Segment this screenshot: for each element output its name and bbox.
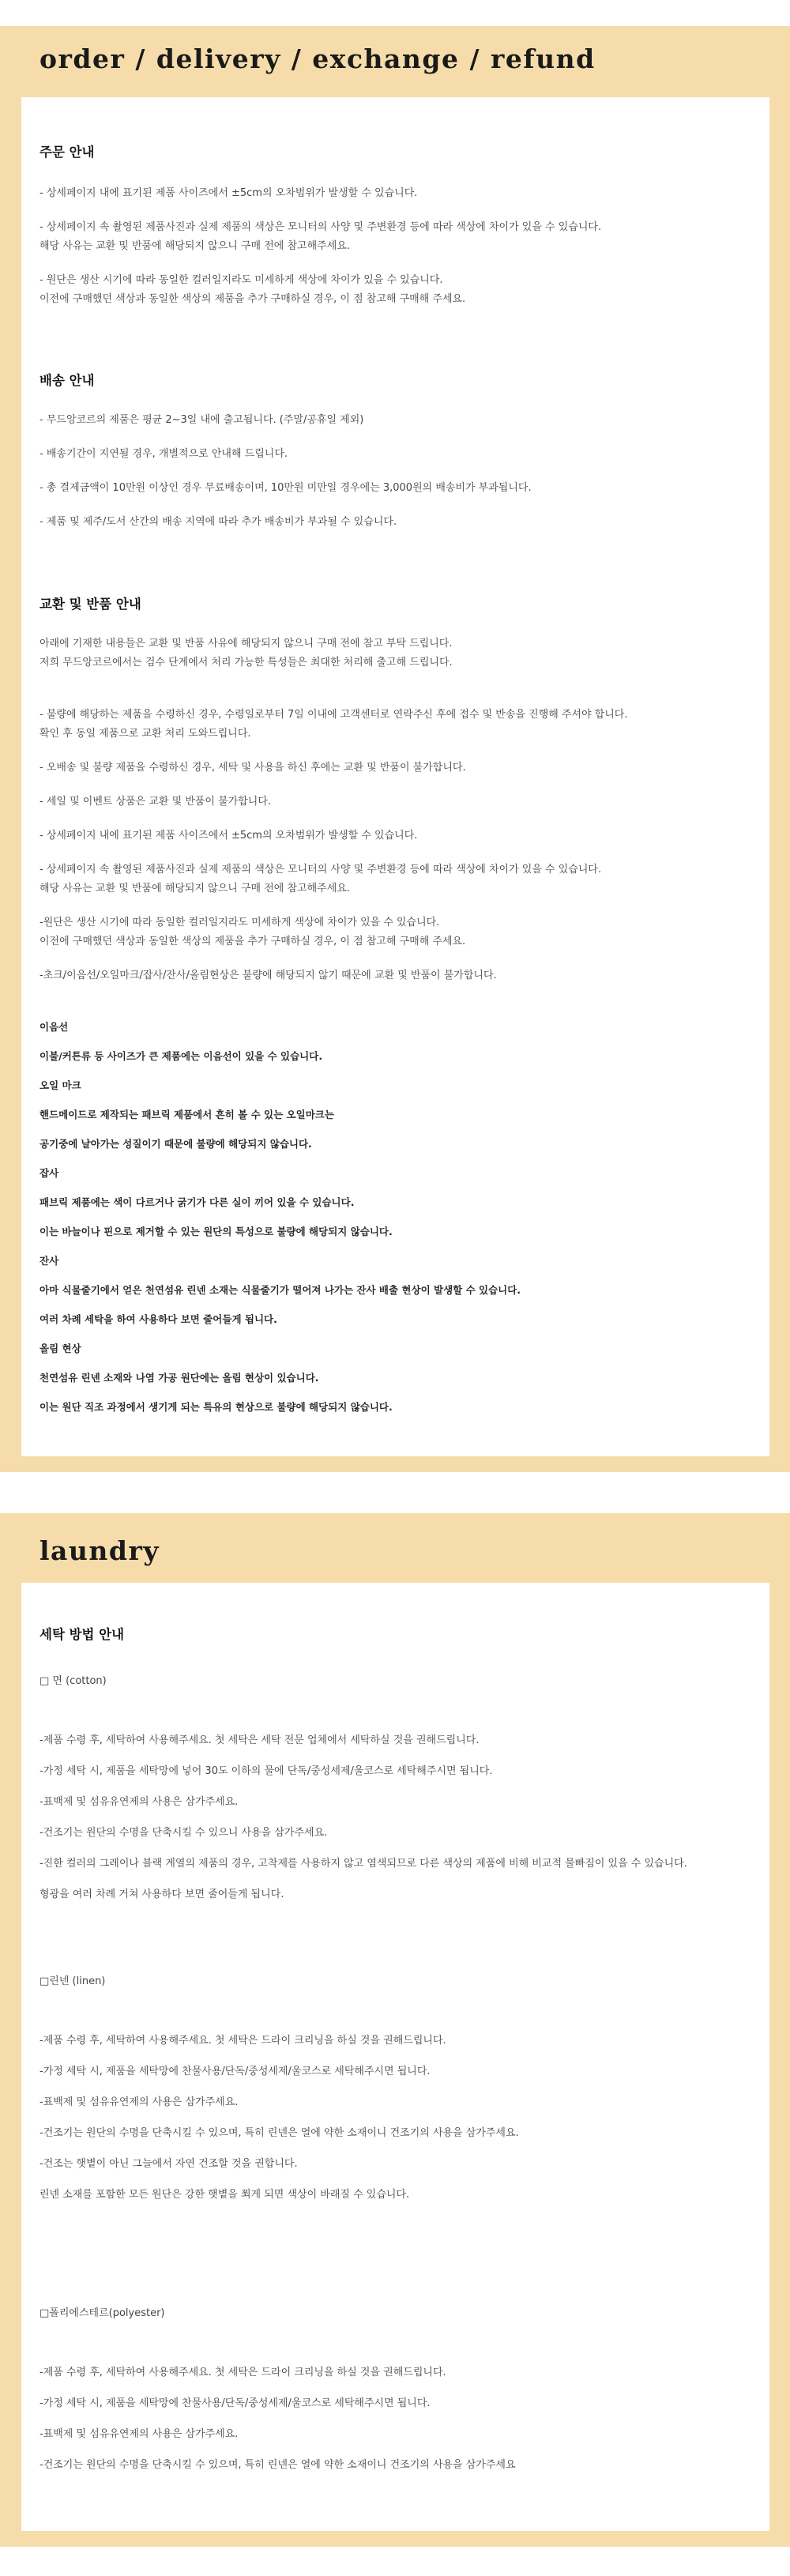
- delivery-info-item: - 제품 및 제주/도서 산간의 배송 지역에 따라 추가 배송비가 부과될 수 있습니다.: [40, 516, 397, 528]
- polyester-item: -제품 수령 후, 세탁하여 사용해주세요. 첫 세탁은 드라이 크리닝을 하실 것을 권해드립니다.: [40, 2367, 446, 2378]
- order-section-title: order / delivery / exchange / refund: [40, 43, 596, 74]
- exchange-info-heading: 교환 및 반품 안내: [40, 597, 141, 612]
- defect-text: 이는 원단 직조 과정에서 생기게 되는 특유의 현상으로 불량에 해당되지 않습니다.: [40, 1401, 393, 1413]
- cotton-item: 형광을 여러 차례 거쳐 사용하다 보면 줄어들게 됩니다.: [40, 1889, 284, 1900]
- polyester-item: -가정 세탁 시, 제품을 세탁망에 찬물사용/단독/중성세제/울코스로 세탁해주시면 됩니다.: [40, 2397, 431, 2409]
- cotton-item: -진한 컬러의 그레이나 블랙 계열의 제품의 경우, 고착제를 사용하지 않고 염색되므로 다른 색상의 제품에 비해 비교적 물빠짐이 있을 수 있습니다.: [40, 1858, 687, 1870]
- defect-heading: 오일 마크: [40, 1079, 81, 1091]
- laundry-heading: 세탁 방법 안내: [40, 1627, 125, 1642]
- delivery-info-item: - 총 결제금액이 10만원 이상인 경우 무료배송이며, 10만원 미만일 경우에는 3,000원의 배송비가 부과됩니다.: [40, 482, 532, 494]
- linen-item: -건조는 햇볕이 아닌 그늘에서 자연 건조할 것을 권합니다.: [40, 2158, 298, 2170]
- order-info-item: - 상세페이지 내에 표기된 제품 사이즈에서 ±5cm의 오차범위가 발생할 수 있습니다.: [40, 187, 418, 199]
- order-info-card: [21, 97, 769, 1456]
- exchange-info-item: 확인 후 동일 제품으로 교환 처리 도와드립니다.: [40, 728, 251, 740]
- defect-heading: 올림 현상: [40, 1343, 81, 1354]
- exchange-info-item: -원단은 생산 시기에 따라 동일한 컬러일지라도 미세하게 색상에 차이가 있을 수 있습니다.: [40, 917, 440, 928]
- cotton-item: -표백제 및 섬유유연제의 사용은 삼가주세요.: [40, 1796, 239, 1808]
- cotton-label: □ 면 (cotton): [40, 1675, 107, 1687]
- defect-heading: 잡사: [40, 1167, 59, 1179]
- order-info-item: 이전에 구매했던 색상과 동일한 색상의 제품을 추가 구매하실 경우, 이 점 참고해 구매해 주세요.: [40, 293, 466, 305]
- laundry-panel: [0, 1513, 790, 2547]
- defect-text: 핸드메이드로 제작되는 패브릭 제품에서 흔히 볼 수 있는 오일마크는: [40, 1109, 334, 1120]
- polyester-label: □폴리에스테르(polyester): [40, 2307, 165, 2319]
- defect-text: 아마 식물줄기에서 얻은 천연섬유 린넨 소재는 식물줄기가 떨어져 나가는 잔사 배출 현상이 발생할 수 있습니다.: [40, 1284, 521, 1296]
- defect-text: 공기중에 날아가는 성질이기 때문에 불량에 해당되지 않습니다.: [40, 1138, 312, 1150]
- order-info-item: 해당 사유는 교환 및 반품에 해당되지 않으니 구매 전에 참고해주세요.: [40, 240, 350, 252]
- linen-item: -가정 세탁 시, 제품을 세탁망에 찬물사용/단독/중성세제/울코스로 세탁해주시면 됩니다.: [40, 2066, 431, 2077]
- linen-item: 린넨 소재를 포함한 모든 원단은 강한 햇볕을 쬐게 되면 색상이 바래질 수 있습니다.: [40, 2189, 410, 2201]
- defect-heading: 잔사: [40, 1255, 59, 1267]
- cotton-item: -가정 세탁 시, 제품을 세탁망에 넣어 30도 이하의 물에 단독/중성세제/울코스로 세탁해주시면 됩니다.: [40, 1765, 493, 1777]
- exchange-info-item: - 상세페이지 속 촬영된 제품사진과 실제 제품의 색상은 모니터의 사양 및 주변환경 등에 따라 색상에 차이가 있을 수 있습니다.: [40, 864, 602, 876]
- linen-item: -표백제 및 섬유유연제의 사용은 삼가주세요.: [40, 2096, 239, 2108]
- order-info-heading: 주문 안내: [40, 145, 95, 160]
- linen-label: □린넨 (linen): [40, 1975, 106, 1987]
- exchange-intro-line: 아래에 기재한 내용들은 교환 및 반품 사유에 해당되지 않으니 구매 전에 참고 부탁 드립니다.: [40, 638, 453, 650]
- exchange-info-item: -초크/이음선/오일마크/잡사/잔사/올림현상은 불량에 해당되지 않기 때문에 교환 및 반품이 불가합니다.: [40, 970, 497, 981]
- delivery-info-item: - 무드앙코르의 제품은 평균 2~3일 내에 출고됩니다. (주말/공휴일 제외): [40, 414, 364, 426]
- exchange-info-item: - 오배송 및 불량 제품을 수령하신 경우, 세탁 및 사용을 하신 후에는 교환 및 반품이 불가합니다.: [40, 762, 466, 774]
- defect-heading: 이음선: [40, 1021, 69, 1033]
- linen-item: -건조기는 원단의 수명을 단축시킬 수 있으며, 특히 린넨은 열에 약한 소재이니 건조기의 사용을 삼가주세요.: [40, 2127, 519, 2139]
- order-info-item: - 원단은 생산 시기에 따라 동일한 컬러일지라도 미세하게 색상에 차이가 있을 수 있습니다.: [40, 274, 443, 286]
- exchange-info-item: - 불량에 해당하는 제품을 수령하신 경우, 수령일로부터 7일 이내에 고객센터로 연락주신 후에 접수 및 반송을 진행해 주셔야 합니다.: [40, 709, 628, 721]
- exchange-info-item: 해당 사유는 교환 및 반품에 해당되지 않으니 구매 전에 참고해주세요.: [40, 883, 350, 894]
- order-delivery-exchange-refund-panel: [0, 26, 790, 1472]
- laundry-section-title: laundry: [40, 1535, 160, 1566]
- exchange-intro-line: 저희 무드앙코르에서는 검수 단계에서 처리 가능한 특성들은 최대한 처리해 출고해 드립니다.: [40, 657, 453, 668]
- laundry-info-card: [21, 1583, 769, 2531]
- defect-text: 이는 바늘이나 핀으로 제거할 수 있는 원단의 특성으로 불량에 해당되지 않습니다.: [40, 1226, 393, 1237]
- cotton-item: -제품 수령 후, 세탁하여 사용해주세요. 첫 세탁은 세탁 전문 업체에서 세탁하실 것을 권해드립니다.: [40, 1734, 480, 1746]
- defect-text: 여러 차례 세탁을 하여 사용하다 보면 줄어들게 됩니다.: [40, 1313, 277, 1325]
- polyester-item: -건조기는 원단의 수명을 단축시킬 수 있으며, 특히 린넨은 열에 약한 소재이니 건조기의 사용을 삼가주세요: [40, 2459, 516, 2471]
- exchange-info-item: - 세일 및 이벤트 상품은 교환 및 반품이 불가합니다.: [40, 796, 272, 808]
- exchange-info-item: - 상세페이지 내에 표기된 제품 사이즈에서 ±5cm의 오차범위가 발생할 수 있습니다.: [40, 830, 418, 842]
- delivery-info-heading: 배송 안내: [40, 373, 95, 388]
- cotton-item: -건조기는 원단의 수명을 단축시킬 수 있으니 사용을 삼가주세요.: [40, 1827, 328, 1839]
- order-info-item: - 상세페이지 속 촬영된 제품사진과 실제 제품의 색상은 모니터의 사양 및 주변환경 등에 따라 색상에 차이가 있을 수 있습니다.: [40, 221, 602, 233]
- exchange-info-item: 이전에 구매했던 색상과 동일한 색상의 제품을 추가 구매하실 경우, 이 점 참고해 구매해 주세요.: [40, 936, 466, 947]
- defect-text: 패브릭 제품에는 색이 다르거나 굵기가 다른 실이 끼어 있을 수 있습니다.: [40, 1196, 355, 1208]
- defect-text: 이불/커튼류 등 사이즈가 큰 제품에는 이음선이 있을 수 있습니다.: [40, 1050, 323, 1062]
- polyester-item: -표백제 및 섬유유연제의 사용은 삼가주세요.: [40, 2428, 239, 2440]
- delivery-info-item: - 배송기간이 지연될 경우, 개별적으로 안내해 드립니다.: [40, 448, 288, 460]
- defect-text: 천연섬유 린넨 소재와 나염 가공 원단에는 올림 현상이 있습니다.: [40, 1372, 319, 1384]
- linen-item: -제품 수령 후, 세탁하여 사용해주세요. 첫 세탁은 드라이 크리닝을 하실 것을 권해드립니다.: [40, 2035, 446, 2047]
